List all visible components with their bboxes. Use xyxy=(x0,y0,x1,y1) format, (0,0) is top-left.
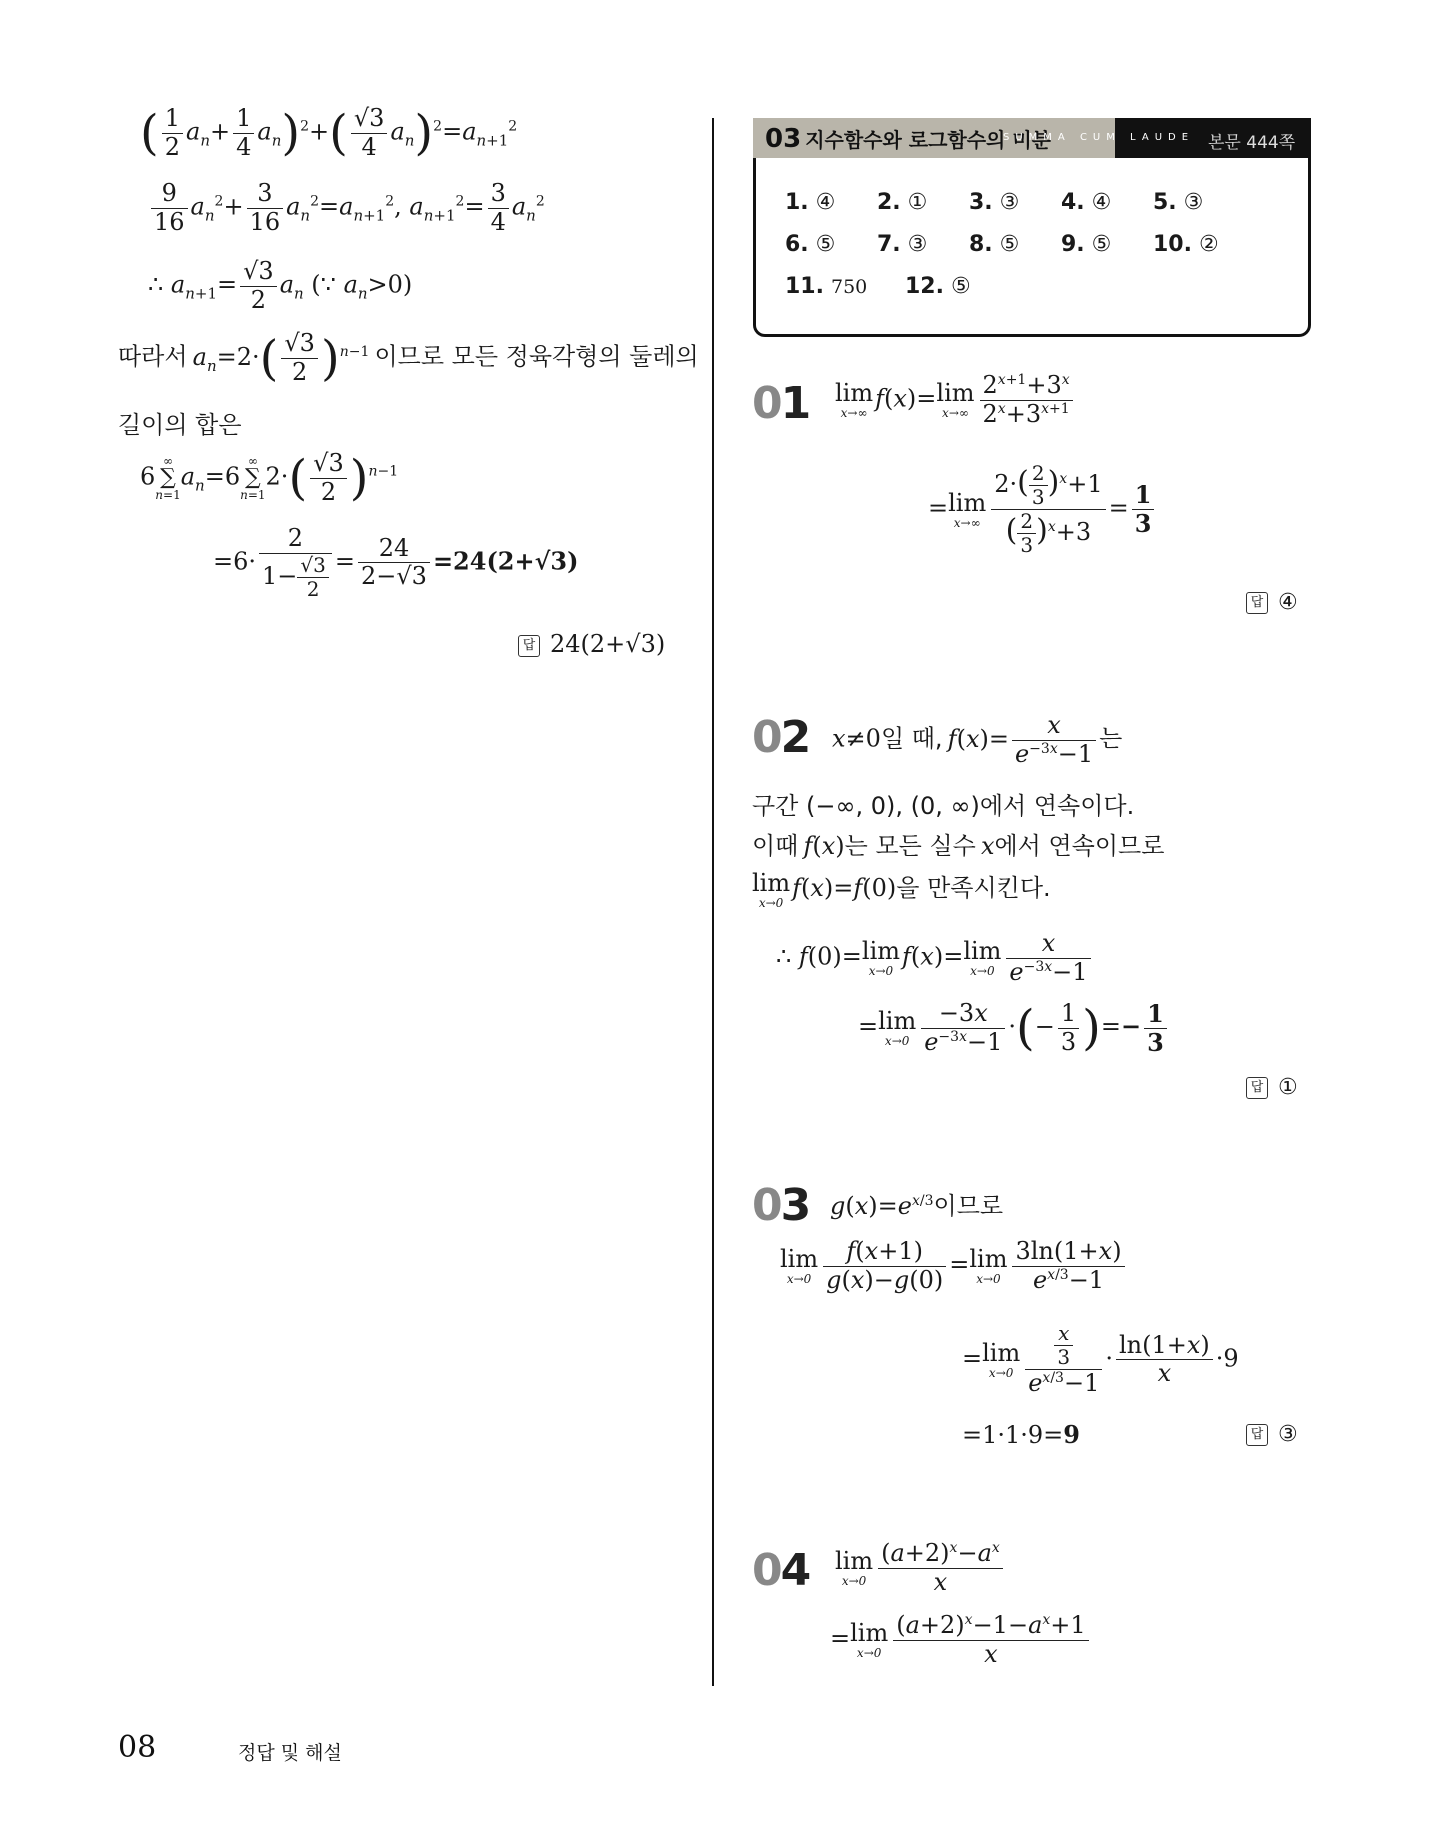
eq-p03-3: =1·1·9=9 xyxy=(962,1420,1080,1449)
footer-title: 정답 및 해설 xyxy=(238,1742,342,1764)
problem-number: 01 xyxy=(752,378,810,429)
eq-left-result: =6· 2 1− $\frac{√3}{2}$ = $\frac{24}{2-√3}$ =24(2+√3) xyxy=(213,524,579,601)
answer-item: 2. ① xyxy=(877,190,928,215)
eq-p02-1: ∴ f(0)= lim x→0 f(x)= lim x→0 $\frac{x}{e^{-3x}-1}$ xyxy=(776,930,1094,986)
answer-item: 1. ④ xyxy=(785,190,836,215)
answer-item: 6. ⑤ xyxy=(785,232,836,257)
eq-left-sum: 6 ∞ ∑ n=1 $a_n=6$ ∞ ∑ n=1 2·( $\frac{√3}{2}$ )$^{n-1}$ xyxy=(140,449,399,507)
eq-p04-2: = lim x→0 $\frac{(a+2)^x-1-a^x+1}{x}$ xyxy=(830,1612,1092,1668)
column-divider xyxy=(712,118,714,1686)
answer-item: 8. ⑤ xyxy=(969,232,1020,257)
answer-item: 12. ⑤ xyxy=(905,274,971,299)
eq-left-2: $\frac{9}{16}$ $a_n^2+$ $\frac{3}{16}$ $a_n^2=a_{n+1}^2$, $a_{n+1}^2=$ $\frac{3}{4}$ $a_n^2$ xyxy=(148,180,545,236)
p02-line4: lim x→0 f(x)=f(0)을 만족시킨다. xyxy=(752,868,1051,910)
eq-p04-1: lim x→0 $\frac{(a+2)^x-a^x}{x}$ xyxy=(835,1540,1006,1596)
eq-p02-2: = lim x→0 $\frac{-3x}{e^{-3x}-1}$ ·(− $\frac{1}{3}$ )=− $\frac{1}{3}$ xyxy=(858,1000,1170,1056)
problem-number: 02 xyxy=(752,712,810,763)
chapter-title: 03 지수함수와 로그함수의 미분 xyxy=(765,124,1051,154)
eq-p01-2: = lim x→∞ 2·( $\frac{2}{3}$ )$^x$+1 ( $\frac{2}{3}$ )$^x$+3 = $\frac{1}{3}$ xyxy=(928,462,1157,557)
answer-p02: 답 ① xyxy=(1246,1075,1298,1100)
problem-number: 03 xyxy=(752,1180,810,1231)
answer-item: 10. ② xyxy=(1153,232,1219,257)
p02-line3: 이때 f(x)는 모든 실수 x에서 연속이므로 xyxy=(752,832,1165,860)
answer-item: 9. ⑤ xyxy=(1061,232,1112,257)
answer-p03: 답 ③ xyxy=(1246,1422,1298,1447)
p02-line2: 구간 (−∞, 0), (0, ∞)에서 연속이다. xyxy=(752,792,1135,820)
left-text-1: 따라서 $a_n=2\cdot$( $\frac{√3}{2}$ )$^{n-1}$ 이므로 모든 정육각형의 둘레의 xyxy=(118,329,699,387)
answer-item: 4. ④ xyxy=(1061,190,1112,215)
p03-intro: $g(x)=e^{x/3}$이므로 xyxy=(830,1192,1004,1220)
answer-item: 7. ③ xyxy=(877,232,928,257)
eq-p03-2: = lim x→0 $\frac{\frac{x}{3}}{e^{x/3}-1}$ · $\frac{\ln(1+x)}{x}$ ·9 xyxy=(962,1321,1239,1397)
left-answer: 답 24(2+√3) xyxy=(518,630,665,658)
left-text-2: 길이의 합은 xyxy=(118,411,242,439)
answer-p01: 답 ④ xyxy=(1246,590,1298,615)
answer-item: 11. 750 xyxy=(785,274,868,299)
eq-p03-1: lim x→0 $\frac{f(x+1)}{g(x)-g(0)}$ = lim x→0 $\frac{3\ln(1+x)}{e^{x/3}-1}$ xyxy=(780,1238,1128,1294)
chapter-header xyxy=(753,118,1311,158)
eq-p01-1: lim x→∞ f(x)= lim x→∞ $\frac{2^{x+1}+3^x}{2^x+3^{x+1}}$ xyxy=(835,372,1076,428)
page-reference: 본문 444쪽 xyxy=(1208,133,1296,153)
problem-number: 04 xyxy=(752,1545,810,1596)
brand-label: SUMMA CUM LAUDE xyxy=(1003,132,1195,143)
eq-left-1: ( $\frac{1}{2}$ $a_n+$ $\frac{1}{4}$ $a_n)^2+$( $\frac{√3}{4}$ $a_n)^2=a_{n+1}^2$ xyxy=(140,104,518,162)
answer-item: 5. ③ xyxy=(1153,190,1204,215)
answer-item: 3. ③ xyxy=(969,190,1020,215)
p02-intro: x≠0일 때, f(x)= $\frac{x}{e^{-3x}-1}$ 는 xyxy=(832,711,1123,768)
page-number: 08 xyxy=(118,1730,157,1765)
eq-left-3: ∴ $a_{n+1}=$ $\frac{√3}{2}$ $a_n$ (∵ $a_n>0$) xyxy=(148,257,413,314)
